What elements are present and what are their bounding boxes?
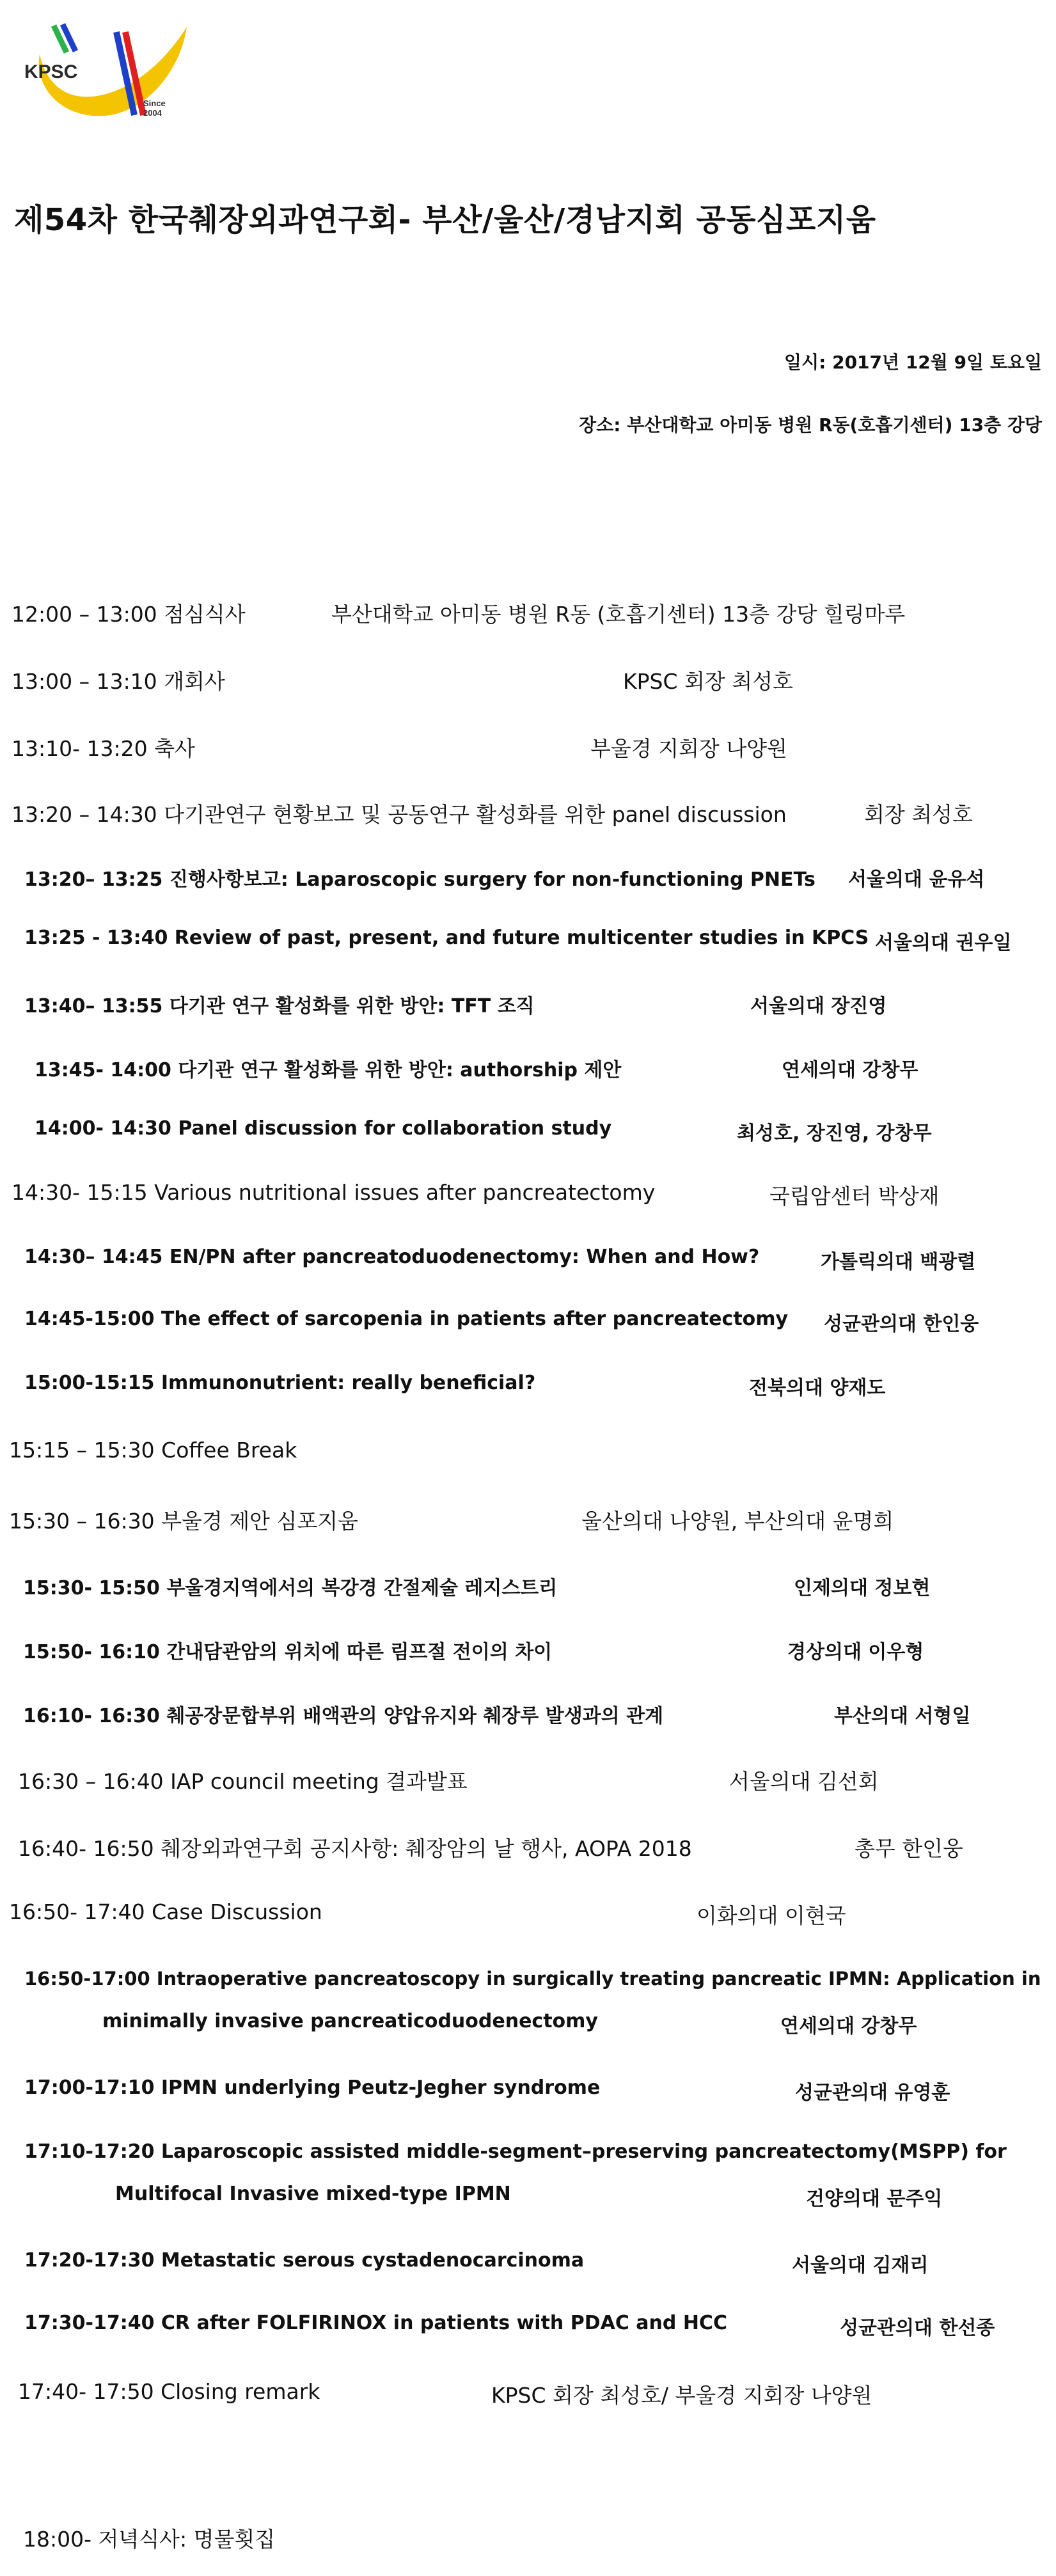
program-row [24,2312,995,2339]
program-time: 16:50- 17:40 Case Discussion [9,1899,322,1924]
program-time: 15:00-15:15 Immunonutrient: really beneficial? [24,1372,536,1394]
program-person: KPSC 회장 최성호 [623,669,793,694]
program-row [23,1700,971,1728]
program-row [24,2249,929,2277]
program-row [23,1636,924,1664]
program-time: 13:45- 14:00 다기관 연구 활성화를 위한 방안: authorship 제안 [35,1059,622,1081]
logo-since-label: Since [143,98,166,108]
program-time: 13:10- 13:20 축사 [12,736,195,761]
program-time: 14:00- 14:30 Panel discussion for collaboration study [35,1117,612,1140]
program-time: 13:00 – 13:10 개회사 [12,669,225,694]
program-time: 15:30- 15:50 부울경지역에서의 복강경 간절제술 레지스트리 [23,1577,558,1599]
program-row [18,2379,872,2408]
program-person: 최성호, 장진영, 강창무 [737,1122,932,1145]
program-person: 경상의대 이우형 [787,1641,924,1663]
program-person: 총무 한인웅 [855,1836,963,1861]
program-time: 15:30 – 16:30 부울경 제안 심포지움 [9,1509,359,1534]
program-time: 12:00 – 13:00 점심식사 [12,602,246,627]
program-row [12,598,906,628]
program-time: 15:15 – 15:30 Coffee Break [9,1438,297,1463]
program-person: 서울의대 윤유석 [848,868,985,891]
program-person: 건양의대 문주익 [806,2188,943,2210]
program-person: 성균관의대 한선종 [840,2317,995,2339]
program-time: 15:50- 16:10 간내담관암의 위치에 따른 림프절 전이의 차이 [23,1641,553,1663]
program-person: 서울의대 김선회 [729,1769,879,1794]
program-row [115,2183,943,2210]
program-row [12,1180,940,1209]
program-row [24,1968,1041,1990]
program-person: 부산의대 서형일 [834,1705,971,1727]
program-row [24,863,985,891]
program-person: 서울의대 김재리 [792,2254,929,2277]
program-row [18,1832,963,1862]
program-time: 13:40– 13:55 다기관 연구 활성화를 위한 방안: TFT 조직 [24,995,535,1017]
program-row [12,665,793,695]
program-person: 가톨릭의대 백광렬 [821,1251,976,1273]
program-person: 서울의대 장진영 [750,995,887,1017]
program-row [24,2077,950,2104]
program-time: 16:10- 16:30 췌공장문합부위 배액관의 양압유지와 췌장루 발생과의 관계 [23,1705,664,1727]
program-time: 16:40- 16:50 췌장외과연구회 공지사항: 췌장암의 날 행사, AOPA 2018 [18,1836,692,1861]
program-person: 성균관의대 유영훈 [795,2082,950,2104]
program-person: 연세의대 강창무 [782,1059,918,1081]
program-time: 16:50-17:00 Intraoperative pancreatoscopy in surgically treating pancreatic IPMN: Application in [24,1968,1041,1990]
program-time: 17:20-17:30 Metastatic serous cystadenocarcinoma [24,2249,585,2272]
program-time: minimally invasive pancreaticoduodenectomy [102,2010,598,2032]
page-title: 제54차 한국췌장외과연구회- 부산/울산/경남지회 공동심포지움 [14,202,876,238]
program-person: 인제의대 정보현 [794,1577,931,1599]
program-time: 18:00- 저녁식사: 명물횟집 [23,2527,276,2552]
program-row [18,1765,879,1795]
program-person: 울산의대 나양원, 부산의대 윤명희 [581,1509,894,1534]
program-person: 국립암센터 박상재 [769,1184,940,1209]
program-row [23,1572,931,1600]
kpsc-logo [20,19,200,128]
program-person: 회장 최성호 [864,802,973,827]
event-venue: 장소: 부산대학교 아미동 병원 R동(호흡기센터) 13층 강당 [579,414,1042,436]
program-person: 서울의대 권우일 [875,932,1012,954]
program-person: 이화의대 이현국 [697,1903,846,1928]
program-row [9,1899,846,1928]
program-row [24,1246,976,1273]
program-row [9,1438,297,1463]
program-row [12,798,973,828]
program-time: 17:40- 17:50 Closing remark [18,2379,320,2404]
logo-since [143,98,166,118]
logo-since-year: 2004 [143,108,162,118]
program-time: 13:25 - 13:40 Review of past, present, and future multicenter studies in KPCS [24,927,869,949]
program-person: 성균관의대 한인웅 [824,1313,979,1335]
program-person: 부울경 지회장 나양원 [590,736,787,761]
program-row [24,927,1012,954]
program-time: 14:45-15:00 The effect of sarcopenia in patients after pancreatectomy [24,1308,789,1330]
program-person: 부산대학교 아미동 병원 R동 (호흡기센터) 13층 강당 힐링마루 [331,602,906,627]
program-row [35,1054,918,1082]
program-row [102,2010,917,2038]
program-time: 14:30- 15:15 Various nutritional issues after pancreatectomy [12,1180,656,1205]
program-time: 17:10-17:20 Laparoscopic assisted middle-segment–preserving pancreatectomy(MSPP) for [24,2140,1007,2163]
program-time: 14:30– 14:45 EN/PN after pancreatoduodenectomy: When and How? [24,1246,760,1268]
program-time: Multifocal Invasive mixed-type IPMN [115,2183,511,2205]
program-time: 13:20– 13:25 진행사항보고: Laparoscopic surgery for non-functioning PNETs [24,868,816,891]
event-date: 일시: 2017년 12월 9일 토요일 [784,352,1042,373]
program-row [23,2523,275,2553]
program-person: KPSC 회장 최성호/ 부울경 지회장 나양원 [491,2383,872,2408]
program-row [35,1117,932,1145]
program-row [24,990,887,1018]
program-row [24,2140,1007,2163]
program-row [12,732,787,762]
program-person: 전북의대 양재도 [749,1377,886,1399]
program-row [24,1372,886,1399]
program-row [9,1505,894,1535]
program-row [24,1308,979,1335]
program-time: 16:30 – 16:40 IAP council meeting 결과발표 [18,1769,468,1794]
program-time: 17:30-17:40 CR after FOLFIRINOX in patients with PDAC and HCC [24,2312,727,2334]
logo-text: KPSC [24,61,78,82]
program-time: 13:20 – 14:30 다기관연구 현황보고 및 공동연구 활성화를 위한 panel discussion [12,802,787,827]
program-time: 17:00-17:10 IPMN underlying Peutz-Jegher syndrome [24,2077,601,2099]
program-person: 연세의대 강창무 [780,2015,917,2038]
